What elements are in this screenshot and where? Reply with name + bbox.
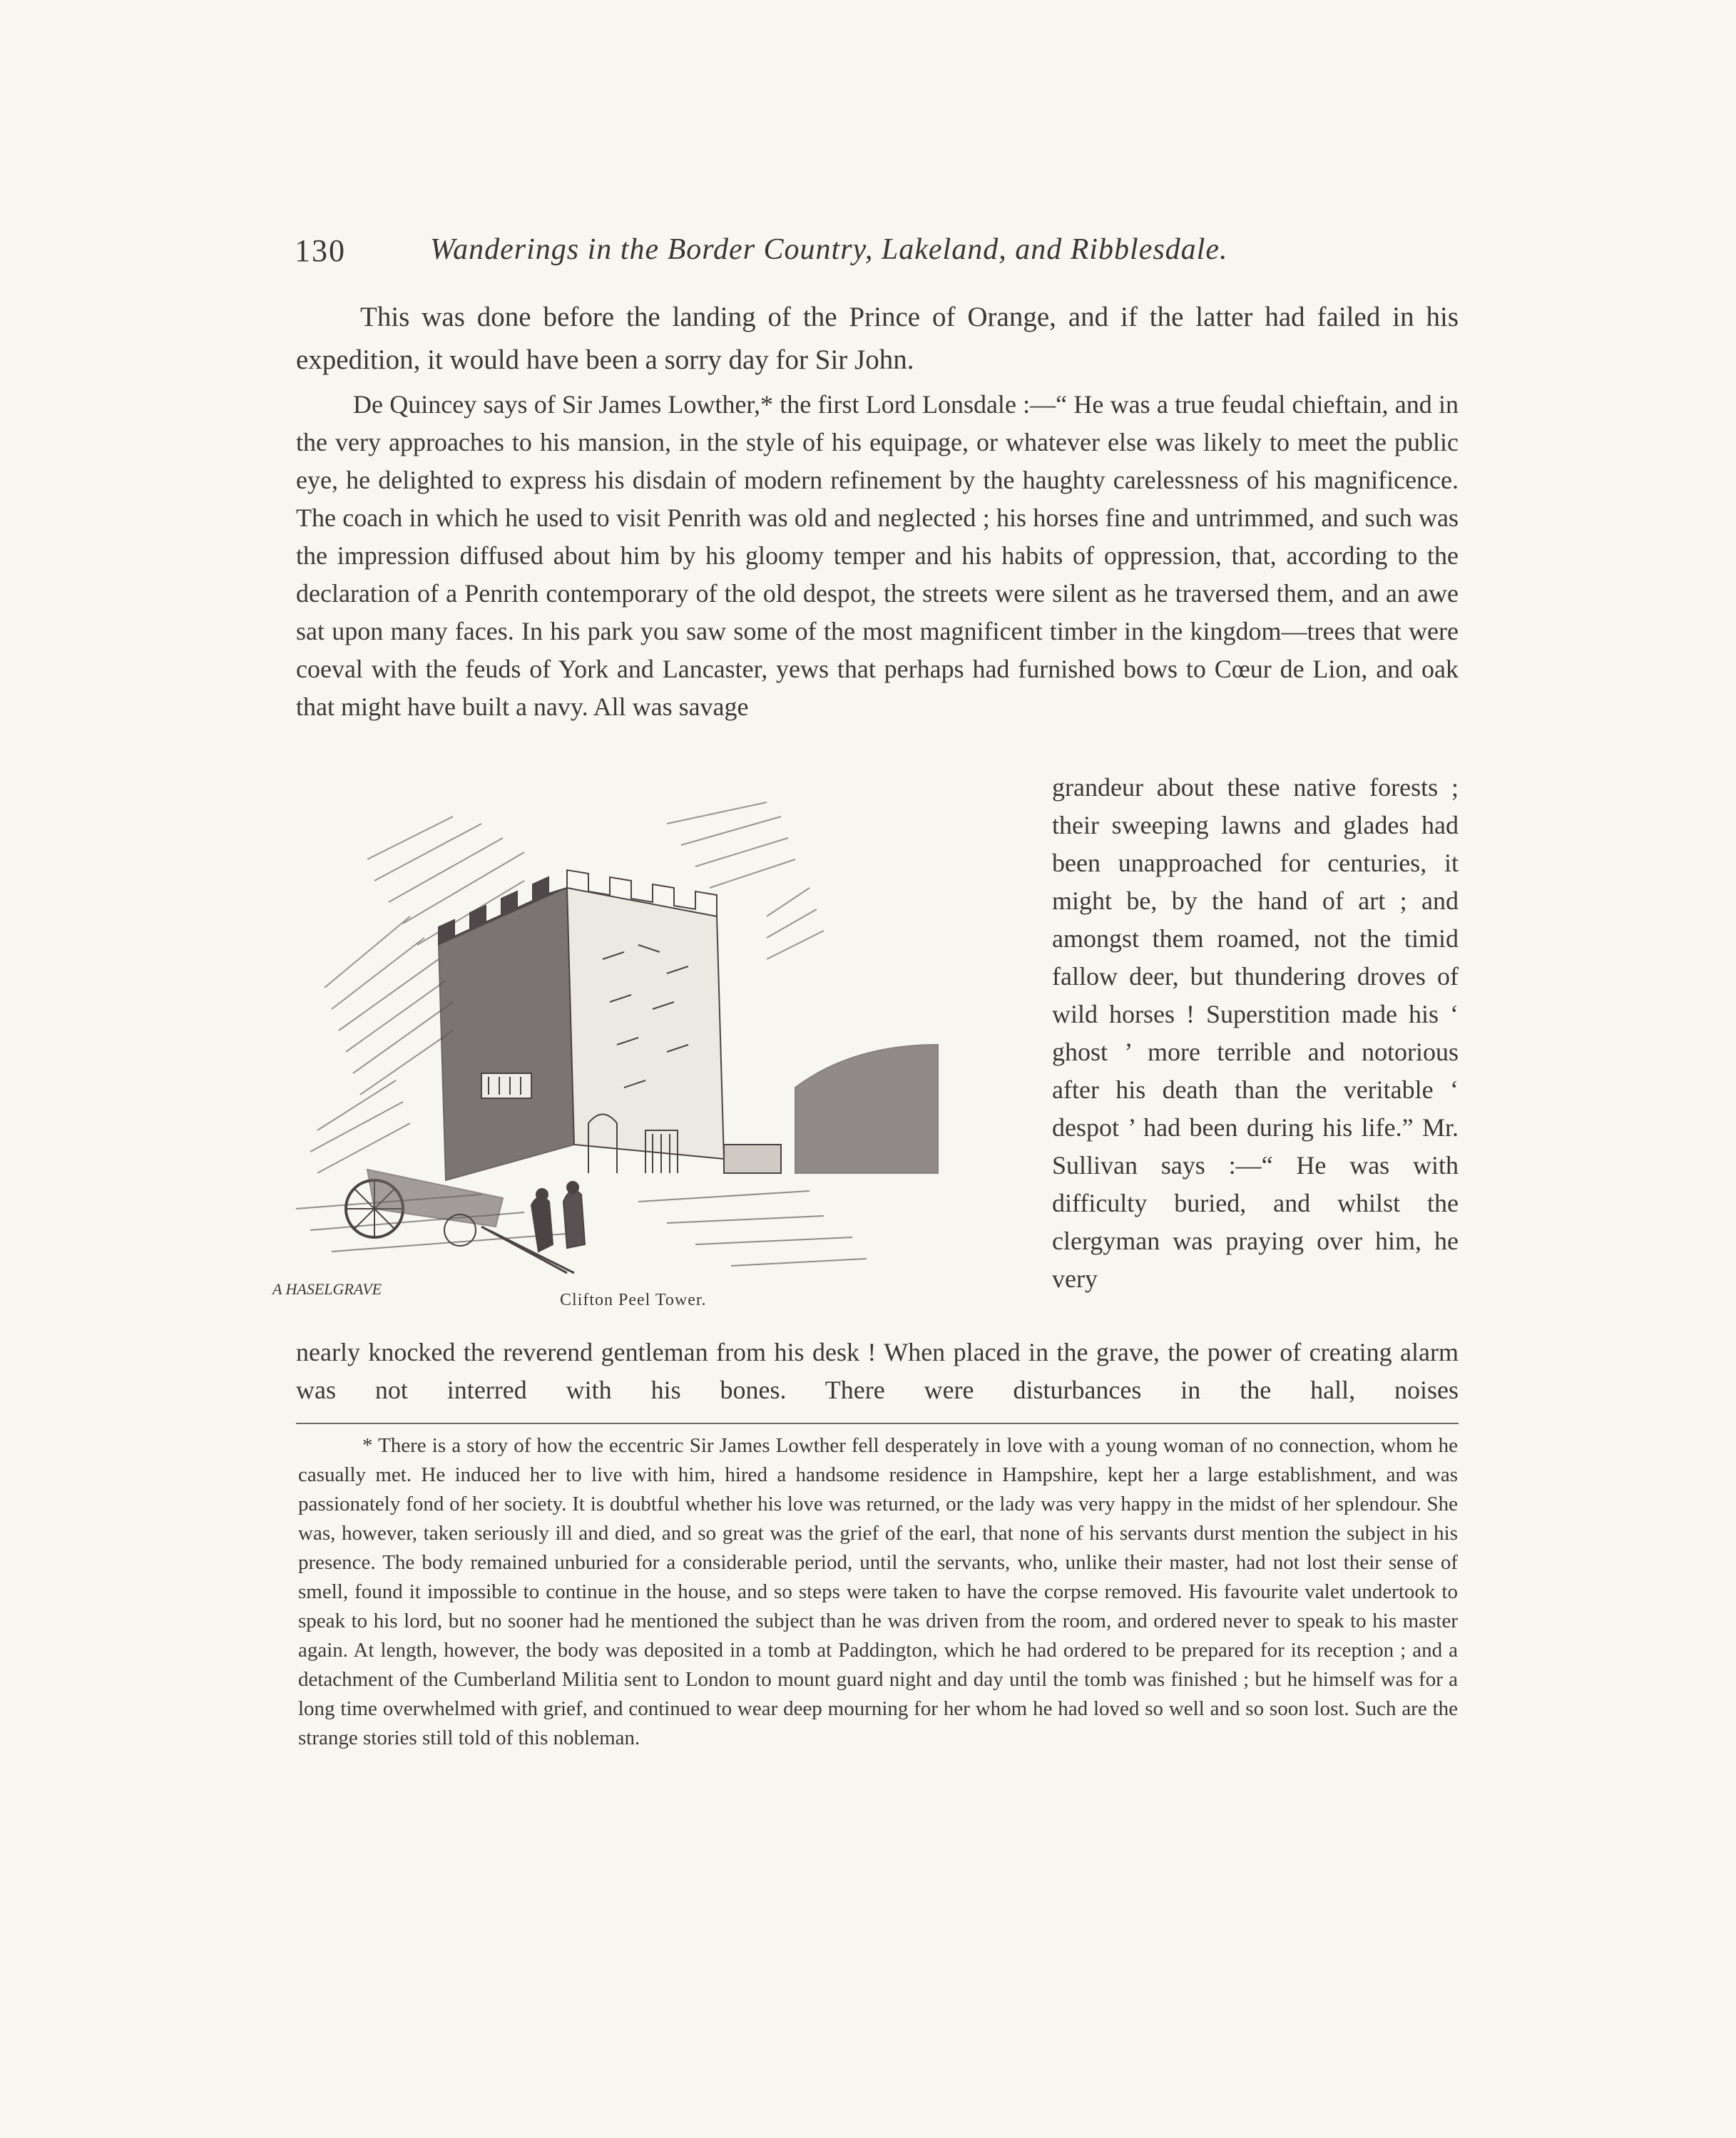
artist-signature: A HASELGRAVE <box>272 1280 382 1298</box>
page-number: 130 <box>295 233 346 268</box>
page-header <box>295 232 1316 275</box>
paragraph-2-continuation: nearly knocked the reverend gentleman from his desk ! When placed in the grave, the power of creating alarm was not interred with his bones. There were disturbances in the hall, noises <box>296 1338 1459 1404</box>
running-title: Wanderings in the Border Country, Lakeland, and Ribblesdale. <box>430 233 1228 266</box>
footnote-divider <box>296 1423 1459 1424</box>
paragraph-2-wrap-text: grandeur about these native forests ; their sweeping lawns and glades had been unapproached for centuries, it might be, by the hand of art ; and amongst them roamed, not the timid fallow deer, but thundering droves of wild horses ! Superstition made his ‘ ghost ’ more terrible and notorious after his death than the veritable ‘ despot ’ had been during his life.” Mr. Sullivan says :—“ He was with difficulty buried, and whilst the clergyman was praying over him, he very <box>1052 773 1459 1293</box>
paragraph-1: This was done before the landing of the Prince of Orange, and if the latter had failed in his expedition, it would have been a sorry day for Sir John. <box>296 302 1459 375</box>
figure-caption: Clifton Peel Tower. <box>560 1291 707 1309</box>
paragraph-2: De Quincey says of Sir James Lowther,* the first Lord Lonsdale :—“ He was a true feudal chieftain, and in the very approaches to his mansion, in the style of his equipage, or whatever else was likely to meet the public eye, he delighted to express his disdain of modern refinement by the haughty carelessness of his magnificence. The coach in which he used to visit Penrith was old and neglected ; his horses fine and untrimmed, and such was the impression diffused about him by his gloomy temper and his habits of oppression, that, according to the declaration of a Penrith contemporary of the old despot, the streets were silent as he traversed them, and an awe sat upon many faces. In his park you saw some of the most magnificent timber in the kingdom—trees that were coeval with the feuds of York and Lancaster, yews that perhaps had furnished bows to Cœur de Lion, and oak that might have built a navy. All was savage <box>296 390 1459 721</box>
clifton-peel-tower-illustration <box>267 774 1023 1316</box>
footnote: * There is a story of how the eccentric Sir James Lowther fell desperately in love with a young woman of no connection, whom he casually met. He induced her to live with him, hired a handsome residence in Hampshire, kept her a large establishment, and was passionately fond of her society. It is doubtful whether his love was returned, or the lady was very happy in the midst of her splendour. She was, however, taken seriously ill and died, and so great was the grief of the earl, that none of his servants durst mention the subject in his presence. The body remained unburied for a considerable period, until the servants, who, unlike their master, had not lost their sense of smell, found it impossible to continue in the house, and so steps were taken to have the corpse removed. His favourite valet undertook to speak to his lord, but no sooner had he mentioned the subject than he was driven from the room, and ordered never to speak to his master again. At length, however, the body was deposited in a tomb at Paddington, which he had ordered to be prepared for its reception ; and a detachment of the Cumberland Militia sent to London to mount guard night and day until the tomb was finished ; but he himself was for a long time overwhelmed with grief, and continued to wear deep mourning for her whom he had loved so well and so soon lost. Such are the strange stories still told of this nobleman. <box>298 1434 1458 1749</box>
